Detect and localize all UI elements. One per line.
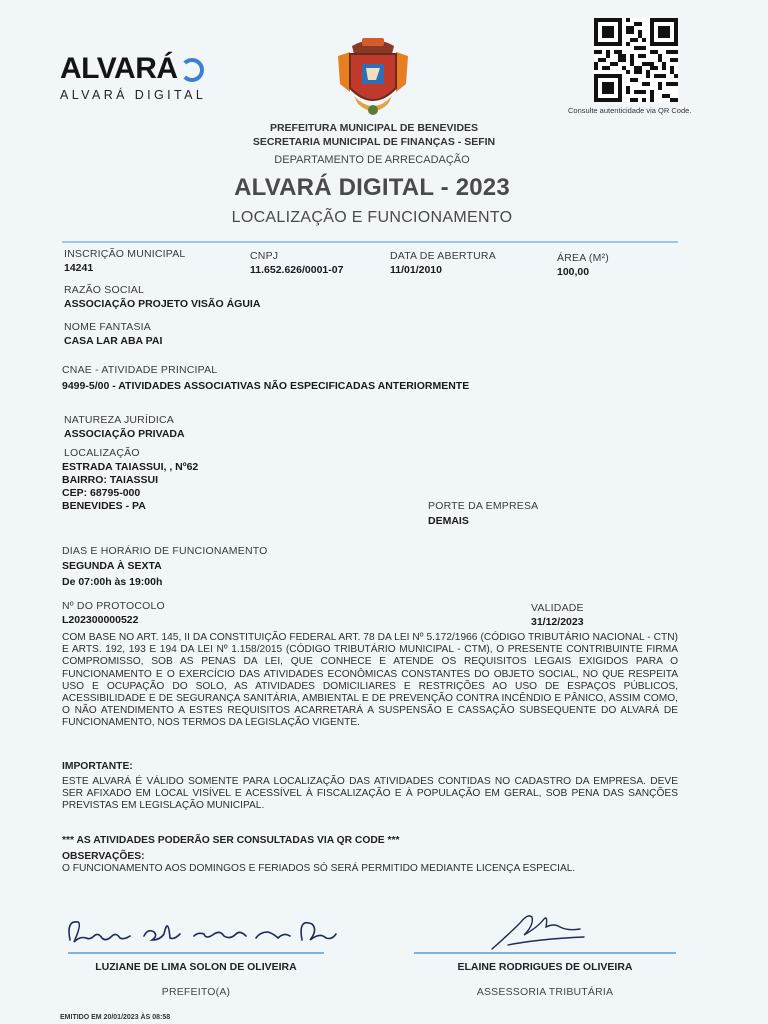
signatory-name: ELAINE RODRIGUES DE OLIVEIRA (457, 961, 633, 973)
porte-value: DEMAIS (428, 515, 469, 527)
horario-hours: De 07:00h às 19:00h (62, 576, 163, 588)
importante-heading: IMPORTANTE: (62, 761, 133, 772)
qr-notice: *** AS ATIVIDADES PODERÃO SER CONSULTADAS VIA QR CODE *** (62, 835, 400, 846)
qr-code-icon (594, 18, 678, 102)
legal-basis-paragraph: COM BASE NO ART. 145, II DA CONSTITUIÇÃO FEDERAL ART. 78 DA LEI Nº 5.172/1966 (CÓDIGO TRIBUTÁRIO NACIONAL - CTN) E ARTS. 192, 193 E 194 DA LEI Nº 1.158/2015 (CÓDIGO TRIBUTÁRIO MUNICIPAL - CTM), O PRESENTE CONTRIBUINTE FIRMA COMPROMISSO, SOB AS PENAS DA LEI, QUE CONHECE E ATENDE OS REQUISITOS LEGAIS EXIGIDOS PARA O FUNCIONAMENTO E O EXERCÍCIO DAS ATIVIDADES ECONÔMICAS CONSTANTES DO OBJETO SOCIAL, NO QUE RESPEITA USO E OCUPAÇÃO DO SOLO, AS ATIVIDADES DOMICILIARES E RESTRIÇÕES AO USO DE ESPAÇOS PÚBLICOS, ACESSIBILIDADE E DE SEGURANÇA SANITÁRIA, AMBIENTAL E DE PREVENÇÃO CONTRA INCÊNDIO E PÂNICO, ASSIM COMO, O NÃO ATENDIMENTO A ESTES REQUISITOS ACARRETARÁ A SUSPENSÃO E CASSAÇÃO SUBSEQUENTE DO ALVARÁ DE FUNCIONAMENTO, NOS TERMOS DA LEGISLAÇÃO VIGENTE. (62, 632, 678, 729)
signature-line (68, 952, 324, 954)
porte-label: PORTE DA EMPRESA (428, 500, 539, 512)
natureza-juridica-label: NATUREZA JURÍDICA (64, 414, 174, 426)
emission-timestamp: EMITIDO EM 20/01/2023 ÀS 08:58 (60, 1014, 171, 1021)
brand-tagline: ALVARÁ DIGITAL (60, 88, 207, 102)
municipal-coat-of-arms-icon (332, 32, 414, 120)
secretaria-heading: SECRETARIA MUNICIPAL DE FINANÇAS - SEFIN (252, 136, 496, 148)
address-line: BENEVIDES - PA (62, 500, 146, 512)
razao-social-label: RAZÃO SOCIAL (64, 284, 145, 296)
departamento-heading: DEPARTAMENTO DE ARRECADAÇÃO (274, 154, 470, 166)
nome-fantasia-value: CASA LAR ABA PAI (64, 335, 163, 347)
nome-fantasia-label: NOME FANTASIA (64, 321, 151, 333)
signature-line (414, 952, 676, 954)
razao-social-value: ASSOCIAÇÃO PROJETO VISÃO ÁGUIA (64, 298, 261, 310)
horario-days: SEGUNDA À SEXTA (62, 560, 162, 572)
abertura-label: DATA DE ABERTURA (390, 250, 496, 262)
area-label: ÁREA (M²) (557, 252, 609, 264)
qr-caption: Consulte autenticidade via QR Code. (568, 106, 692, 115)
observacoes-text: O FUNCIONAMENTO AOS DOMINGOS E FERIADOS SÓ SERÁ PERMITIDO MEDIANTE LICENÇA ESPECIAL. (62, 863, 576, 874)
signature-prefeito (64, 910, 344, 952)
cnpj-label: CNPJ (250, 250, 279, 262)
brand-name: ALVARÁ (60, 52, 178, 85)
abertura-value: 11/01/2010 (390, 264, 442, 276)
address-line: CEP: 68795-000 (62, 487, 141, 499)
natureza-juridica-value: ASSOCIAÇÃO PRIVADA (64, 428, 185, 440)
signature-assessoria (488, 905, 588, 953)
cnae-value: 9499-5/00 - ATIVIDADES ASSOCIATIVAS NÃO ESPECIFICADAS ANTERIORMENTE (62, 380, 470, 392)
document-subtitle: LOCALIZAÇÃO E FUNCIONAMENTO (231, 209, 513, 226)
brand-d-mark-icon (180, 58, 204, 82)
protocolo-value: L202300000522 (62, 614, 139, 626)
address-line: BAIRRO: TAIASSUI (62, 474, 159, 486)
address-line: ESTRADA TAIASSUI, , Nº62 (62, 461, 199, 473)
signatory-role: ASSESSORIA TRIBUTÁRIA (476, 986, 614, 998)
localizacao-label: LOCALIZAÇÃO (64, 447, 140, 459)
inscricao-value: 14241 (64, 262, 94, 274)
alvara-logo (60, 52, 206, 102)
validade-value: 31/12/2023 (531, 616, 584, 628)
observacoes-heading: OBSERVAÇÕES: (62, 851, 145, 862)
validade-label: VALIDADE (531, 602, 584, 614)
header-divider (62, 241, 678, 243)
inscricao-label: INSCRIÇÃO MUNICIPAL (64, 248, 186, 260)
cnpj-value: 11.652.626/0001-07 (250, 264, 344, 276)
signatory-name: LUZIANE DE LIMA SOLON DE OLIVEIRA (95, 961, 297, 973)
protocolo-label: Nº DO PROTOCOLO (62, 600, 165, 612)
prefeitura-heading: PREFEITURA MUNICIPAL DE BENEVIDES (269, 122, 479, 134)
horario-label: DIAS E HORÁRIO DE FUNCIONAMENTO (62, 545, 268, 557)
document-title: ALVARÁ DIGITAL - 2023 (234, 174, 510, 201)
signatory-role: PREFEITO(A) (161, 986, 231, 998)
cnae-label: CNAE - ATIVIDADE PRINCIPAL (62, 364, 218, 376)
area-value: 100,00 (557, 266, 590, 278)
importante-text: ESTE ALVARÁ É VÁLIDO SOMENTE PARA LOCALIZAÇÃO DAS ATIVIDADES CONTIDAS NO CADASTRO DA EMPRESA. DEVE SER AFIXADO EM LOCAL VISÍVEL E ACESSÍVEL À FISCALIZAÇÃO E À POPULAÇÃO EM GERAL, SOB PENA DAS SANÇÕES PREVISTAS EM LEGISLAÇÃO MUNICIPAL. (62, 776, 678, 812)
